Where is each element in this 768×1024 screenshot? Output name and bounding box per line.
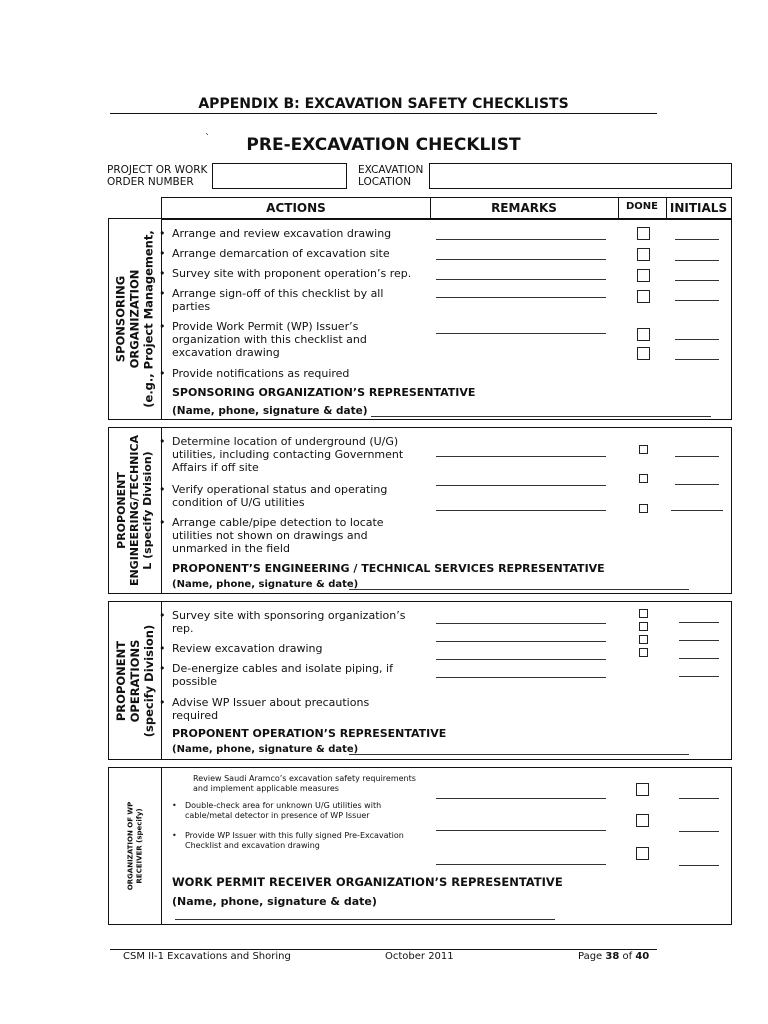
checklist-title: PRE-EXCAVATION CHECKLIST: [246, 135, 521, 155]
initials-line[interactable]: [675, 239, 719, 240]
signature-line[interactable]: [175, 919, 555, 920]
footer-page: Page 38 of 40: [578, 951, 650, 962]
remarks-line[interactable]: [436, 239, 606, 240]
signature-line[interactable]: [371, 416, 711, 417]
initials-line[interactable]: [675, 280, 719, 281]
footer-date: October 2011: [385, 951, 454, 962]
initials-line[interactable]: [675, 260, 719, 261]
footer-document: CSM II-1 Excavations and Shoring: [123, 951, 291, 962]
done-checkbox[interactable]: [637, 269, 650, 282]
done-checkbox[interactable]: [637, 347, 650, 360]
done-checkbox[interactable]: [639, 635, 648, 644]
section-engineering: [108, 427, 732, 594]
done-checkbox[interactable]: [639, 445, 648, 454]
location-label: EXCAVATION LOCATION: [358, 164, 424, 188]
action-item: • Determine location of underground (U/G) utilities, including contacting Government Affairs if off site: [172, 435, 404, 474]
remarks-line[interactable]: [436, 623, 606, 624]
header-remarks: REMARKS: [491, 201, 557, 215]
location-field[interactable]: [429, 163, 732, 189]
signature-row-label: (Name, phone, signature & date): [172, 895, 377, 908]
header-initials: INITIALS: [669, 201, 728, 215]
remarks-line[interactable]: [436, 297, 606, 298]
signature-line[interactable]: [349, 754, 689, 755]
initials-line[interactable]: [679, 658, 719, 659]
remarks-line[interactable]: [436, 333, 606, 334]
remarks-line[interactable]: [436, 830, 606, 831]
remarks-line[interactable]: [436, 659, 606, 660]
done-checkbox[interactable]: [639, 609, 648, 618]
remarks-line[interactable]: [436, 279, 606, 280]
action-item: • Advise WP Issuer about precautions required: [172, 696, 412, 722]
header-done: DONE: [625, 201, 658, 212]
initials-line[interactable]: [679, 865, 719, 866]
initials-line[interactable]: [675, 456, 719, 457]
section-label: PROPONENT ENGINEERING/TECHNICA L (specify Division): [115, 434, 155, 587]
action-item: • Arrange demarcation of excavation site: [172, 247, 434, 260]
signature-row-label: (Name, phone, signature & date): [172, 579, 359, 590]
title-rule: [110, 113, 657, 114]
action-item: • Verify operational status and operating condition of U/G utilities: [172, 483, 404, 509]
remarks-line[interactable]: [436, 485, 606, 486]
remarks-line[interactable]: [436, 641, 606, 642]
project-label: PROJECT OR WORK ORDER NUMBER: [107, 164, 208, 188]
done-checkbox[interactable]: [637, 227, 650, 240]
initials-line[interactable]: [675, 339, 719, 340]
done-checkbox[interactable]: [639, 504, 648, 513]
action-item: • Provide Work Permit (WP) Issuer’s organization with this checklist and excavation drawing: [172, 320, 402, 359]
initials-line[interactable]: [679, 676, 719, 677]
done-checkbox[interactable]: [636, 847, 649, 860]
done-checkbox[interactable]: [639, 474, 648, 483]
representative-heading: WORK PERMIT RECEIVER ORGANIZATION’S REPRESENTATIVE: [172, 875, 563, 889]
action-item: • Arrange sign-off of this checklist by all parties: [172, 287, 412, 313]
action-item: • Arrange and review excavation drawing: [172, 227, 434, 240]
remarks-line[interactable]: [436, 510, 606, 511]
action-item: • Review excavation drawing: [172, 642, 434, 655]
action-item: • Double-check area for unknown U/G utilities with cable/metal detector in presence of WP Issuer: [185, 801, 415, 821]
action-item: Review Saudi Aramco’s excavation safety requirements and implement applicable measures: [193, 774, 416, 793]
footer-rule: [110, 949, 657, 950]
remarks-line[interactable]: [436, 864, 606, 865]
section-label: SPONSORING ORGANIZATION (e.g., Project Management,: [114, 230, 157, 408]
initials-line[interactable]: [675, 484, 719, 485]
initials-line[interactable]: [679, 622, 719, 623]
section-wp-receiver: [108, 767, 732, 925]
initials-line[interactable]: [671, 510, 723, 511]
initials-line[interactable]: [679, 831, 719, 832]
done-checkbox[interactable]: [639, 648, 648, 657]
done-checkbox[interactable]: [637, 248, 650, 261]
signature-row-label: (Name, phone, signature & date): [172, 405, 368, 417]
signature-line[interactable]: [349, 589, 689, 590]
section-sponsoring: [108, 218, 732, 420]
section-operations: [108, 601, 732, 760]
remarks-line[interactable]: [436, 798, 606, 799]
representative-heading: PROPONENT OPERATION’S REPRESENTATIVE: [172, 727, 447, 740]
action-item: • Provide notifications as required: [172, 367, 434, 380]
section-label: ORGANIZATION OF WP RECEIVER (specify): [126, 801, 144, 891]
appendix-title: APPENDIX B: EXCAVATION SAFETY CHECKLISTS: [198, 96, 569, 112]
column-header-row: [161, 197, 732, 220]
signature-row-label: (Name, phone, signature & date): [172, 744, 359, 755]
initials-line[interactable]: [675, 300, 719, 301]
done-checkbox[interactable]: [636, 814, 649, 827]
remarks-line[interactable]: [436, 677, 606, 678]
action-item: • Survey site with sponsoring organization’s rep.: [172, 609, 412, 635]
stray-mark: `: [205, 133, 210, 144]
initials-line[interactable]: [679, 798, 719, 799]
remarks-line[interactable]: [436, 259, 606, 260]
initials-line[interactable]: [675, 359, 719, 360]
action-item: • Arrange cable/pipe detection to locate utilities not shown on drawings and unmarked in the field: [172, 516, 404, 555]
representative-heading: SPONSORING ORGANIZATION’S REPRESENTATIVE: [172, 386, 476, 399]
initials-line[interactable]: [679, 640, 719, 641]
representative-heading: PROPONENT’S ENGINEERING / TECHNICAL SERVICES REPRESENTATIVE: [172, 562, 605, 575]
action-item: • Provide WP Issuer with this fully signed Pre-Excavation Checklist and excavation drawing: [185, 831, 415, 851]
done-checkbox[interactable]: [639, 622, 648, 631]
action-item: • De-energize cables and isolate piping, if possible: [172, 662, 412, 688]
project-number-field[interactable]: [212, 163, 347, 189]
done-checkbox[interactable]: [636, 783, 649, 796]
action-item: • Survey site with proponent operation’s rep.: [172, 267, 434, 280]
remarks-line[interactable]: [436, 456, 606, 457]
section-label: PROPONENT OPERATIONS (specify Division): [114, 624, 157, 737]
done-checkbox[interactable]: [637, 328, 650, 341]
done-checkbox[interactable]: [637, 290, 650, 303]
header-actions: ACTIONS: [266, 201, 326, 215]
